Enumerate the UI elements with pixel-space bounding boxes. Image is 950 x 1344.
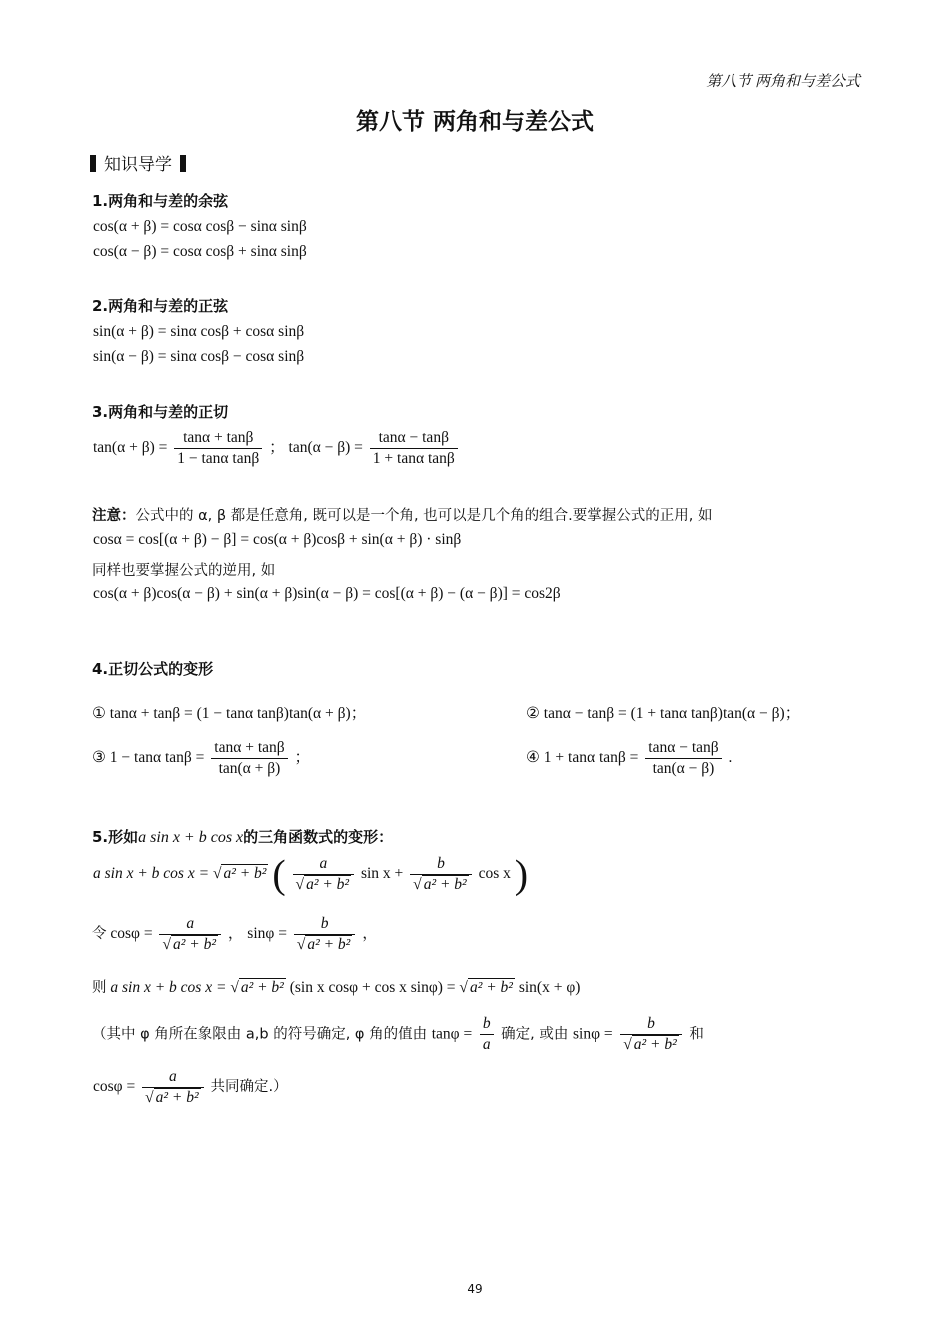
separator: ；: [269, 439, 285, 457]
variant-3-num: tanα + tanβ: [211, 738, 287, 759]
explanation-line-1: [92, 1014, 704, 1055]
sqrt-1: √ a² + b²: [212, 865, 267, 883]
sinphi-lhs: sinφ =: [247, 925, 287, 943]
cosphi-lhs: cosφ =: [110, 925, 153, 943]
explanation-p1: （其中 φ 角所在象限由 a,b 的符号确定, φ 角的值由: [92, 1026, 428, 1043]
explanation-p3: 共同确定.）: [210, 1079, 288, 1096]
heading-asin-bcos: [92, 826, 393, 847]
coef-a-fraction: [293, 854, 355, 895]
sqrt-3: √ a² + b²: [459, 979, 513, 996]
heading-cos: 1.两角和与差的余弦: [92, 192, 229, 210]
tanphi-lhs: tanφ =: [431, 1025, 473, 1043]
tan-diff-num: tanα − tanβ: [370, 428, 458, 449]
tan-diff-lhs: tan(α − β) =: [288, 439, 363, 457]
comma-1: ，: [227, 925, 244, 943]
page-number: 49: [467, 1282, 483, 1296]
sinphi-fraction: $\frac{b}{\text{√ a² + b²}}$: [294, 914, 356, 955]
note-text: 公式中的 α, β 都是任意角, 既可以是一个角, 也可以是几个角的组合.要掌握公式的正用, 如: [135, 508, 713, 524]
cosphi-lhs-2: cosφ =: [93, 1078, 136, 1096]
variant-1: ① tanα + tanβ = (1 − tanα tanβ)tan(α + β)；: [92, 705, 367, 722]
page-title: 第八节 两角和与差公式: [355, 109, 594, 135]
comma-2: ，: [362, 925, 378, 943]
variant-3: [92, 738, 310, 779]
right-paren: ): [514, 851, 529, 897]
heading-tan-variants: 4.正切公式的变形: [92, 660, 214, 678]
coef-b-den: √ a² + b²: [413, 876, 467, 893]
heading-5-math: a sin x + b cos x: [138, 829, 244, 846]
heading-sin: 2.两角和与差的正弦: [92, 297, 229, 315]
variant-4-den: tan(α − β): [652, 760, 715, 777]
result-end: sin(x + φ): [518, 979, 581, 996]
variant-4-lhs: ④ 1 + tanα tanβ =: [526, 749, 639, 767]
tan-sum-lhs: tan(α + β) =: [93, 439, 168, 457]
tan-diff-den: 1 + tanα tanβ: [372, 450, 455, 467]
auxiliary-angle-formula: [93, 851, 529, 897]
tan-sum-num: tanα + tanβ: [174, 428, 262, 449]
sinphi-lhs-2: sinφ =: [573, 1025, 613, 1043]
coef-a-num: a: [293, 854, 355, 875]
variant-4: [526, 738, 732, 779]
variant-2: ② tanα − tanβ = (1 + tanα tanβ)tan(α − β)；: [526, 705, 801, 722]
aux-lhs: a sin x + b cos x =: [93, 865, 210, 883]
banner-bar-left: [90, 155, 96, 172]
ze-text: 则: [92, 980, 107, 996]
variant-4-num: tanα − tanβ: [645, 738, 721, 759]
heading-tan: 3.两角和与差的正切: [92, 403, 229, 421]
tanphi-fraction: $\frac{b}{a}$: [480, 1014, 494, 1055]
sqrt-2: √ a² + b²: [230, 979, 284, 996]
coef-b-num: b: [410, 854, 472, 875]
banner-bar-right: [180, 155, 186, 172]
result-mid: (sin x cosφ + cos x sinφ) =: [289, 979, 456, 996]
ling-text: 令: [92, 926, 107, 943]
variant-4-fraction: [645, 738, 721, 779]
heading-5-post: 的三角函数式的变形：: [243, 828, 394, 846]
formula-cos-sum: cos(α + β) = cosα cosβ − sinα sinβ: [93, 218, 307, 235]
section-banner: [90, 150, 186, 175]
cosx-term: cos x: [478, 865, 511, 883]
variant-3-den: tan(α + β): [218, 760, 281, 777]
tan-diff-fraction: [370, 428, 458, 469]
result-lhs: a sin x + b cos x =: [110, 979, 227, 996]
variant-4-end: .: [728, 749, 733, 767]
variant-3-fraction: [211, 738, 287, 779]
sinphi-fraction-2: $\frac{b}{\text{√ a² + b²}}$: [620, 1014, 682, 1055]
tan-sum-den: 1 − tanα tanβ: [177, 450, 260, 467]
explanation-p2: 确定, 或由: [501, 1026, 569, 1043]
note-paragraph: [92, 504, 713, 525]
tan-sum-fraction: [174, 428, 262, 469]
let-phi-line: [92, 914, 378, 955]
explanation-line-2: [93, 1067, 288, 1108]
running-header: 第八节 两角和与差公式: [706, 74, 860, 90]
coef-b-fraction: [410, 854, 472, 895]
note-label: 注意：: [92, 508, 136, 524]
variant-3-end: ；: [294, 749, 311, 767]
he-text: 和: [689, 1026, 704, 1043]
heading-5-pre: 5.形如: [92, 828, 139, 846]
cosphi-fraction: $\frac{a}{\text{√ a² + b²}}$: [159, 914, 221, 955]
coef-a-den: √ a² + b²: [295, 876, 350, 893]
formula-tan-pair: [93, 428, 461, 469]
sinx-term: sin x +: [360, 865, 404, 883]
banner-text: 知识导学: [104, 155, 172, 175]
note-formula-2: cos(α + β)cos(α − β) + sin(α + β)sin(α − β) = cos[(α + β) − (α − β)] = cos2β: [93, 585, 561, 602]
cosphi-fraction-2: $\frac{a}{\text{√ a² + b²}}$: [142, 1067, 204, 1108]
variant-3-lhs: ③ 1 − tanα tanβ =: [92, 749, 205, 767]
formula-cos-diff: cos(α − β) = cosα cosβ + sinα sinβ: [93, 243, 307, 260]
left-paren: (: [272, 851, 286, 897]
result-line: [92, 976, 580, 997]
note-formula-1: cosα = cos[(α + β) − β] = cos(α + β)cosβ + sin(α + β) · sinβ: [93, 531, 462, 548]
formula-sin-diff: sin(α − β) = sinα cosβ − cosα sinβ: [93, 348, 305, 365]
note-text-2: 同样也要掌握公式的逆用, 如: [92, 563, 276, 579]
formula-sin-sum: sin(α + β) = sinα cosβ + cosα sinβ: [93, 323, 305, 340]
